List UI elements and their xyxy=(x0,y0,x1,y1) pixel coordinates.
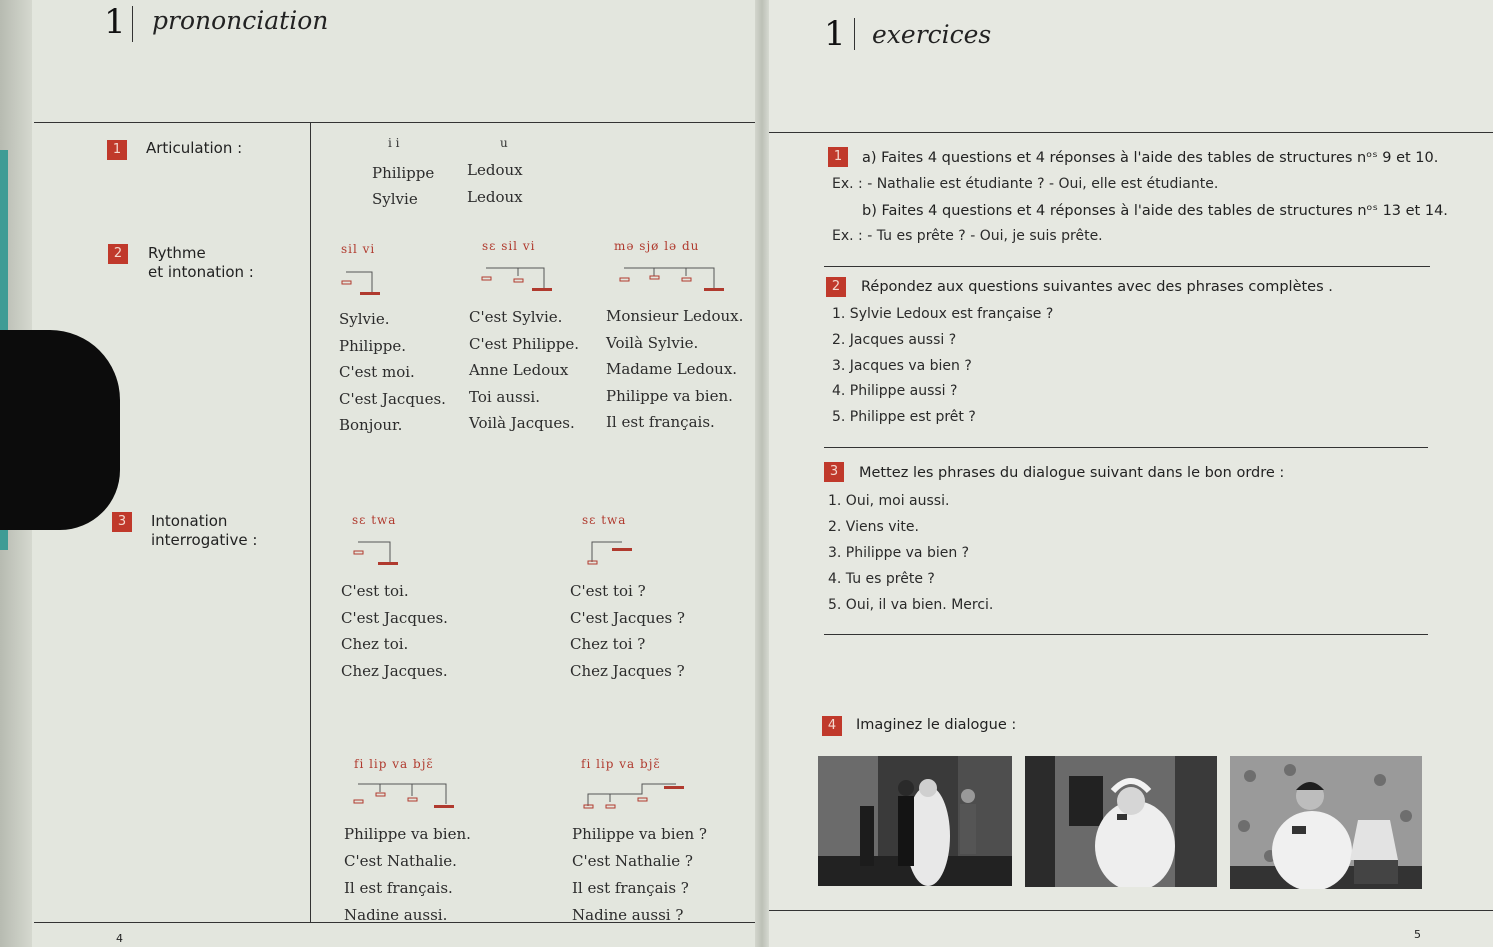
column-divider xyxy=(310,122,311,922)
title-divider xyxy=(132,6,133,42)
word: C'est toi ? xyxy=(570,582,646,600)
intonation-diagram-4 xyxy=(350,536,410,572)
rythme-col-3 xyxy=(606,303,743,436)
word: Sylvie. xyxy=(339,310,390,328)
word: Il est français. xyxy=(606,413,715,431)
exercise-1a-text: a) Faites 4 questions et 4 réponses à l'aide des tables de structures nᵒˢ 9 et 10. xyxy=(862,150,1439,166)
word: Chez Jacques. xyxy=(341,661,448,680)
intonation-diagram-3 xyxy=(616,262,728,298)
page-number: 4 xyxy=(116,932,123,945)
phonetic-intonation-3: fi lip va bjɛ̃ xyxy=(354,757,434,771)
intonation-diagram-6 xyxy=(350,778,460,814)
phonetic-rythme-3: mə sjø lə du xyxy=(614,239,700,253)
word: Bonjour. xyxy=(339,416,403,434)
top-rule xyxy=(34,122,756,123)
section-badge-3: 3 xyxy=(112,512,132,532)
section-badge-1: 1 xyxy=(107,140,127,160)
list-item: 1. Oui, moi aussi. xyxy=(828,493,950,509)
word: Philippe va bien. xyxy=(606,386,733,405)
intonation-col-4 xyxy=(572,821,707,929)
word: C'est Nathalie ? xyxy=(572,852,693,870)
word: Nadine aussi. xyxy=(344,906,448,924)
word: Philippe xyxy=(372,164,435,182)
exercise-badge-3: 3 xyxy=(824,462,844,482)
word: Ledoux xyxy=(467,161,523,179)
divider xyxy=(824,447,1428,448)
section-label-articulation: Articulation : xyxy=(146,139,243,157)
word: C'est Jacques. xyxy=(339,389,446,408)
intonation-col-1 xyxy=(341,578,448,684)
word: Chez toi. xyxy=(341,635,409,653)
word: Il est français. xyxy=(344,879,453,897)
word: C'est Nathalie. xyxy=(344,852,457,870)
exercise-1b-example: Ex. : - Tu es prête ? - Oui, je suis prête. xyxy=(832,228,1103,244)
rythme-col-1 xyxy=(339,306,446,439)
list-item: 4. Tu es prête ? xyxy=(828,571,935,587)
exercise-1b-text: b) Faites 4 questions et 4 réponses à l'aide des tables de structures nᵒˢ 13 et 14. xyxy=(862,203,1448,219)
exercise-3-list xyxy=(828,488,993,618)
articulation-col-1 xyxy=(372,160,434,212)
list-item: 5. Philippe est prêt ? xyxy=(832,409,976,426)
word: Chez Jacques ? xyxy=(570,661,685,680)
man-on-phone-photo xyxy=(1230,756,1422,889)
intonation-diagram-2 xyxy=(478,262,558,298)
word: Nadine aussi ? xyxy=(572,906,684,924)
intonation-diagram-7 xyxy=(580,778,690,814)
word: C'est toi. xyxy=(341,582,409,600)
phonetic-u: u xyxy=(500,136,508,150)
list-item: 3. Jacques va bien ? xyxy=(832,357,972,374)
word: C'est Jacques. xyxy=(341,608,448,627)
exercise-2-list xyxy=(832,302,1053,431)
phonetic-rythme-1: sil vi xyxy=(341,242,376,256)
word: C'est Jacques ? xyxy=(570,608,685,627)
word: Il est français ? xyxy=(572,879,689,897)
word: Monsieur Ledoux. xyxy=(606,307,744,325)
exercise-badge-2: 2 xyxy=(826,277,846,297)
word: Philippe va bien ? xyxy=(572,825,707,843)
word: Ledoux xyxy=(467,188,523,206)
divider xyxy=(824,266,1430,267)
intonation-col-2 xyxy=(570,578,685,684)
intonation-diagram-1 xyxy=(338,262,388,302)
word: Chez toi ? xyxy=(570,635,646,653)
phonetic-intonation-4: fi lip va bjɛ̃ xyxy=(581,757,661,771)
page-number: 5 xyxy=(1414,928,1421,941)
book-spine xyxy=(755,0,769,947)
bride-on-phone-photo xyxy=(1025,756,1217,887)
divider xyxy=(824,634,1428,635)
list-item: 2. Viens vite. xyxy=(828,519,919,535)
phonetic-rythme-2: sɛ sil vi xyxy=(482,239,536,253)
top-rule xyxy=(762,132,1493,133)
exercise-badge-1: 1 xyxy=(828,147,848,167)
word: Voilà Sylvie. xyxy=(606,333,699,352)
word: Madame Ledoux. xyxy=(606,360,738,378)
chapter-number: 1 xyxy=(104,2,126,42)
title-divider xyxy=(854,18,855,50)
photographer-thumb xyxy=(0,330,120,530)
page-title: prononciation xyxy=(152,6,329,35)
bottom-rule xyxy=(762,910,1493,911)
word: Anne Ledoux xyxy=(469,361,569,379)
word: Voilà Jacques. xyxy=(469,414,575,432)
list-item: 5. Oui, il va bien. Merci. xyxy=(828,597,994,613)
chapter-number: 1 xyxy=(824,14,846,54)
exercise-2-title: Répondez aux questions suivantes avec des phrases complètes . xyxy=(861,279,1333,295)
section-label-intonation: Intonation interrogative : xyxy=(151,512,258,549)
list-item: 3. Philippe va bien ? xyxy=(828,545,970,561)
exercise-badge-4: 4 xyxy=(822,716,842,736)
right-page xyxy=(762,0,1493,947)
rythme-col-2 xyxy=(469,304,579,437)
phonetic-i: i i xyxy=(388,136,400,150)
word: Philippe va bien. xyxy=(344,825,471,843)
word: C'est moi. xyxy=(339,363,415,381)
wedding-couple-photo xyxy=(818,756,1012,886)
articulation-col-2 xyxy=(467,157,523,211)
exercise-4-title: Imaginez le dialogue : xyxy=(856,717,1017,733)
word: Toi aussi. xyxy=(469,387,541,406)
exercise-3-title: Mettez les phrases du dialogue suivant dans le bon ordre : xyxy=(859,465,1285,481)
list-item: 2. Jacques aussi ? xyxy=(832,331,957,348)
phonetic-intonation-2: sɛ twa xyxy=(582,513,627,527)
word: C'est Philippe. xyxy=(469,334,579,353)
page-title: exercices xyxy=(872,20,992,49)
exercise-1a-example: Ex. : - Nathalie est étudiante ? - Oui, elle est étudiante. xyxy=(832,176,1219,192)
phonetic-intonation-1: sɛ twa xyxy=(352,513,397,527)
intonation-diagram-5 xyxy=(584,536,644,572)
word: Sylvie xyxy=(372,190,418,208)
list-item: 4. Philippe aussi ? xyxy=(832,383,958,400)
intonation-col-3 xyxy=(344,821,471,929)
section-badge-2: 2 xyxy=(108,244,128,264)
word: C'est Sylvie. xyxy=(469,308,563,326)
section-label-rythme: Rythme et intonation : xyxy=(148,244,254,281)
list-item: 1. Sylvie Ledoux est française ? xyxy=(832,306,1054,322)
word: Philippe. xyxy=(339,336,406,355)
